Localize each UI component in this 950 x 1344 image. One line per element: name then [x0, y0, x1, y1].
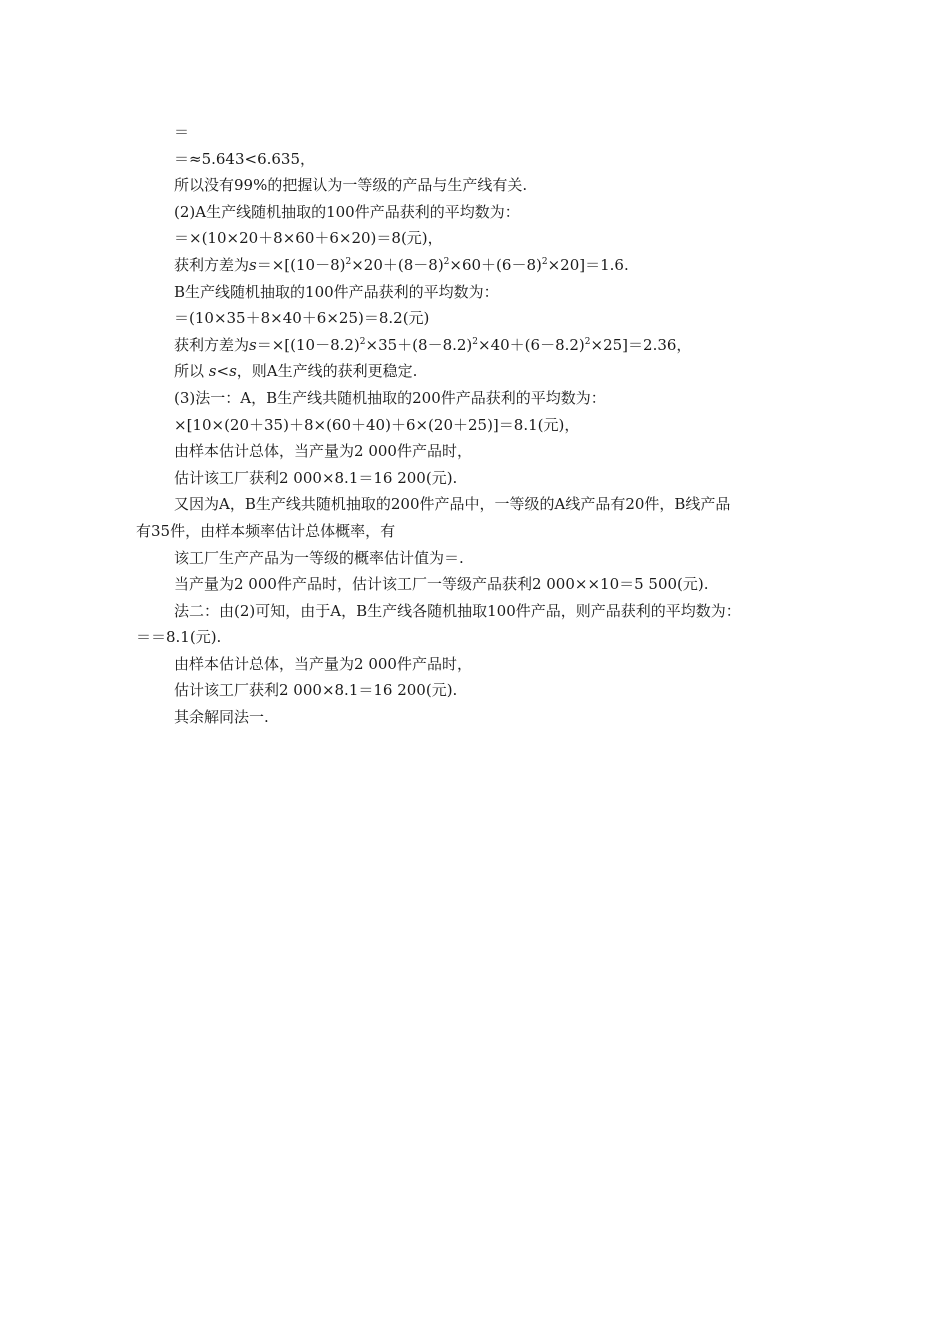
- part2-heading-line: (2)A生产线随机抽取的100件产品获利的平均数为：: [174, 202, 520, 221]
- combined-mean-line: ×[10×(20＋35)＋8×(60＋40)＋6×(20＋25)]＝8.1(元)，: [174, 415, 580, 434]
- estimate-intro-line-2: 由样本估计总体，当产量为2 000件产品时，: [174, 654, 472, 673]
- profit-estimate-line-2: 估计该工厂获利2 000×8.1＝16 200(元).: [174, 681, 458, 700]
- probability-estimate-line: 该工厂生产产品为一等级的概率估计值为＝.: [174, 548, 464, 567]
- variance-b-line: 获利方差为$s=\times[(10-8.2)^2\times 35+(8-8.2)^2\times 40+(6-8.2)^2\times 25]=2.36$，: [174, 335, 692, 354]
- profit-estimate-line: 估计该工厂获利2 000×8.1＝16 200(元).: [174, 468, 458, 487]
- part2-b-line: B生产线随机抽取的100件产品获利的平均数为：: [174, 282, 499, 301]
- estimate-intro-line: 由样本估计总体，当产量为2 000件产品时，: [174, 442, 472, 461]
- first-grade-count-line: 又因为A，B生产线共随机抽取的200件产品中，一等级的A线产品有20件，B线产品: [174, 495, 731, 514]
- chi-square-result-line: ＝≈5.643<6.635，: [174, 149, 316, 168]
- remaining-solution-line: 其余解同法一.: [174, 708, 269, 727]
- formula-line: ＝: [174, 123, 190, 141]
- first-grade-count-continued-line: 有35件，由样本频率估计总体概率，有: [136, 521, 396, 540]
- solution-text: [136, 119, 826, 731]
- part3-method2-line: 法二：由(2)可知，由于A，B生产线各随机抽取100件产品，则产品获利的平均数为：: [174, 601, 741, 620]
- stability-conclusion-line: 所以 s<s，则A生产线的获利更稳定.: [174, 362, 418, 381]
- mean-a-line: ＝×(10×20＋8×60＋6×20)＝8(元)，: [174, 229, 443, 248]
- part3-method1-line: (3)法一：A，B生产线共随机抽取的200件产品获利的平均数为：: [174, 388, 606, 407]
- conclusion-line: 所以没有99%的把握认为一等级的产品与生产线有关.: [174, 176, 528, 195]
- method2-mean-line: ＝＝8.1(元).: [136, 628, 222, 647]
- mean-b-line: ＝(10×35＋8×40＋6×25)＝8.2(元): [174, 309, 430, 328]
- first-grade-profit-line: 当产量为2 000件产品时，估计该工厂一等级产品获利2 000××10＝5 500(元).: [174, 575, 709, 594]
- variance-a-line: 获利方差为$s=\times[(10-8)^2\times 20+(8-8)^2\times 60+(6-8)^2\times 20]=1.6$.: [174, 255, 629, 274]
